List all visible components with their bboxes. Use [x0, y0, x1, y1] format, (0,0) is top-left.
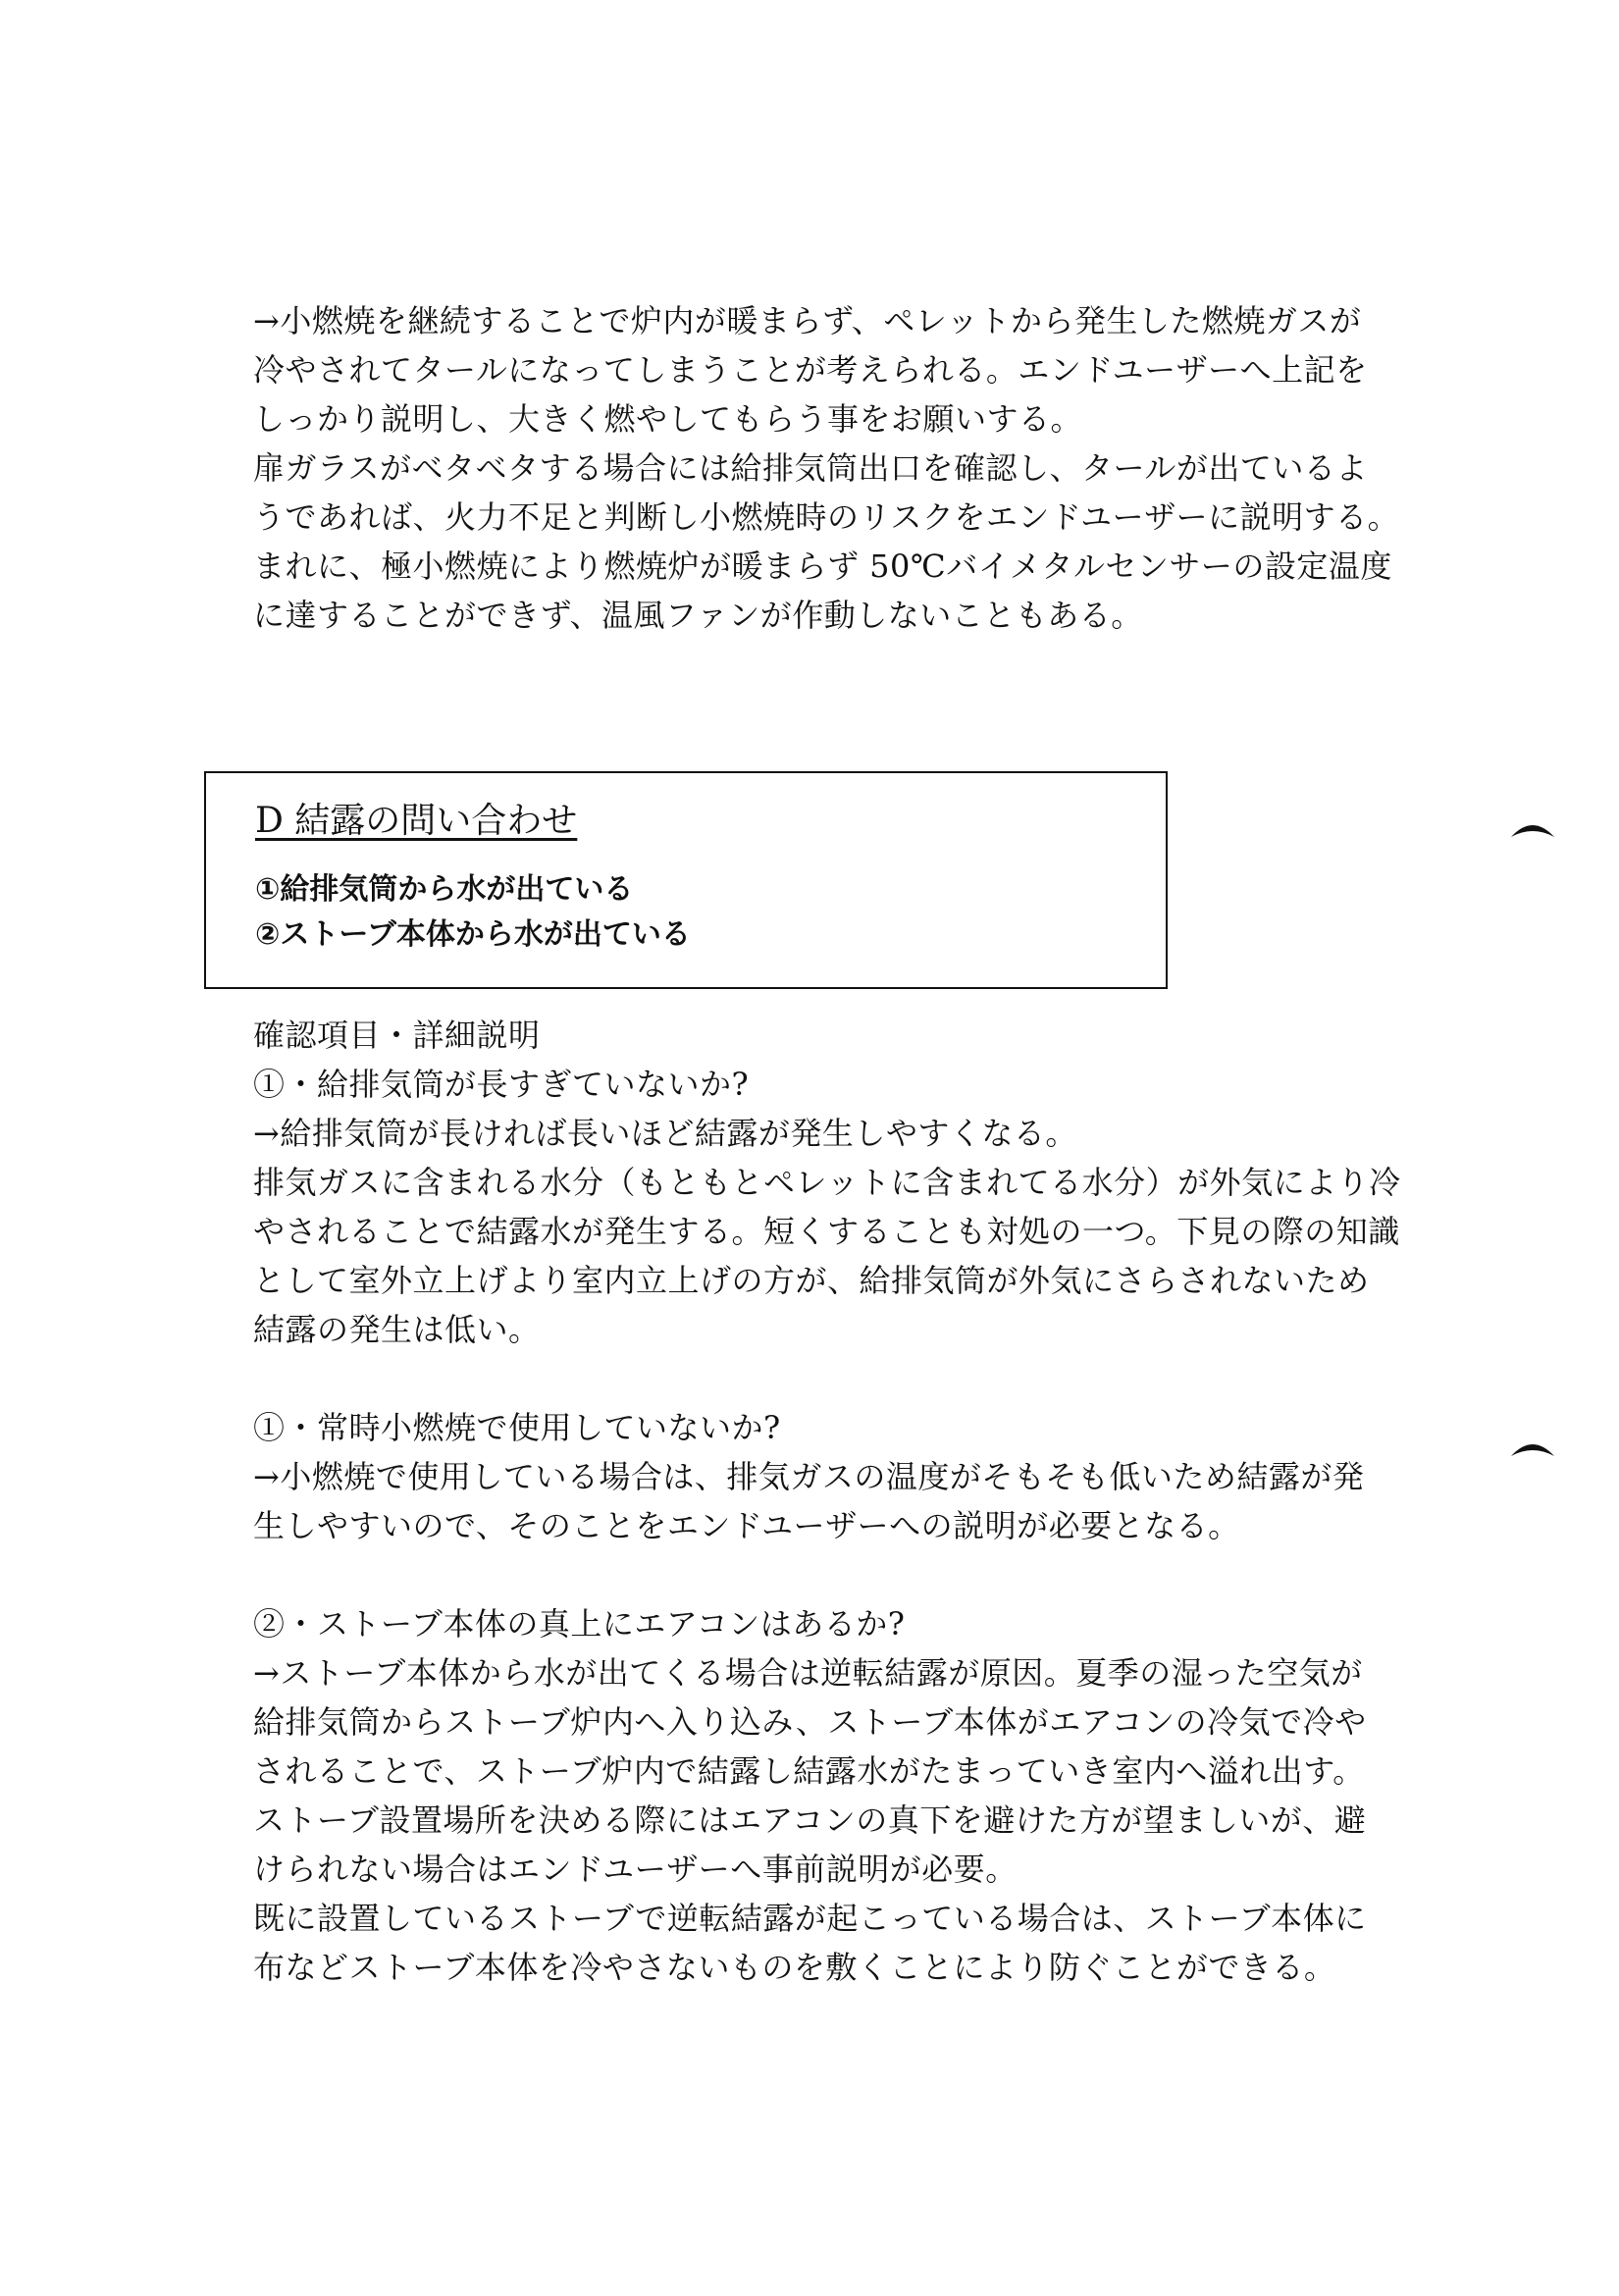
section-header-box	[204, 771, 1168, 989]
check-item-line: 布などストーブ本体を冷やさないものを敷くことにより防ぐことができる。	[253, 1949, 1336, 1986]
check-item-line: 排気ガスに含まれる水分（もともとペレットに含まれてる水分）が外気により冷	[253, 1164, 1401, 1201]
details-heading: 確認項目・詳細説明	[253, 1017, 541, 1054]
punch-hole-mark-icon	[1509, 1438, 1556, 1458]
check-item-line: ①・給排気筒が長すぎていないか?	[253, 1066, 750, 1103]
check-item-line: けられない場合はエンドユーザーへ事前説明が必要。	[253, 1851, 1018, 1888]
intro-line: しっかり説明し、大きく燃やしてもらう事をお願いする。	[253, 400, 1083, 438]
intro-paragraph	[253, 296, 1400, 640]
check-item-line: ストーブ設置場所を決める際にはエアコンの真下を避けた方が望ましいが、避	[253, 1801, 1367, 1839]
check-item-line: →給排気筒が長ければ長いほど結露が発生しやすくなる。	[253, 1115, 1077, 1152]
section-item: ①給排気筒から水が出ている	[255, 872, 634, 907]
section-title: D 結露の問い合わせ	[255, 801, 578, 841]
intro-line: →小燃焼を継続することで炉内が暖まらず、ペレットから発生した燃焼ガスが	[253, 302, 1362, 339]
paragraph-gap	[253, 1550, 1382, 1599]
check-item-line: 生しやすいので、そのことをエンドユーザーへの説明が必要となる。	[253, 1507, 1240, 1544]
section-item: ②ストーブ本体から水が出ている	[255, 917, 691, 952]
intro-line: うであれば、火力不足と判断し小燃焼時のリスクをエンドユーザーに説明する。	[253, 498, 1400, 536]
intro-line: まれに、極小燃焼により燃焼炉が暖まらず 50℃バイメタルセンサーの設定温度	[253, 548, 1392, 585]
paragraph-gap	[253, 1354, 1382, 1403]
intro-line: に達することができず、温風ファンが作動しないこともある。	[253, 597, 1143, 634]
intro-line: 扉ガラスがベタベタする場合には給排気筒出口を確認し、タールが出ているよ	[253, 449, 1368, 487]
check-item-line: 結露の発生は低い。	[253, 1311, 541, 1348]
check-item-line: やされることで結露水が発生する。短くすることも対処の一つ。下見の際の知識	[253, 1213, 1400, 1250]
check-item-line: →小燃焼で使用している場合は、排気ガスの温度がそもそも低いため結露が発	[253, 1458, 1365, 1495]
check-item-line: →ストーブ本体から水が出てくる場合は逆転結露が原因。夏季の湿った空気が	[253, 1654, 1363, 1692]
check-item-line: 給排気筒からストーブ炉内へ入り込み、ストーブ本体がエアコンの冷気で冷や	[253, 1703, 1367, 1741]
check-item-line: ①・常時小燃焼で使用していないか?	[253, 1409, 781, 1446]
intro-line: 冷やされてタールになってしまうことが考えられる。エンドユーザーへ上記を	[253, 351, 1368, 389]
check-item-line: 既に設置しているストーブで逆転結露が起こっている場合は、ストーブ本体に	[253, 1900, 1367, 1937]
check-item-line: ②・ストーブ本体の真上にエアコンはあるか?	[253, 1605, 906, 1643]
punch-hole-mark-icon	[1509, 819, 1556, 839]
check-item-line: として室外立上げより室内立上げの方が、給排気筒が外気にさらされないため	[253, 1262, 1370, 1299]
check-item-line: されることで、ストーブ炉内で結露し結露水がたまっていき室内へ溢れ出す。	[253, 1752, 1365, 1790]
details-section	[253, 1011, 1401, 1992]
